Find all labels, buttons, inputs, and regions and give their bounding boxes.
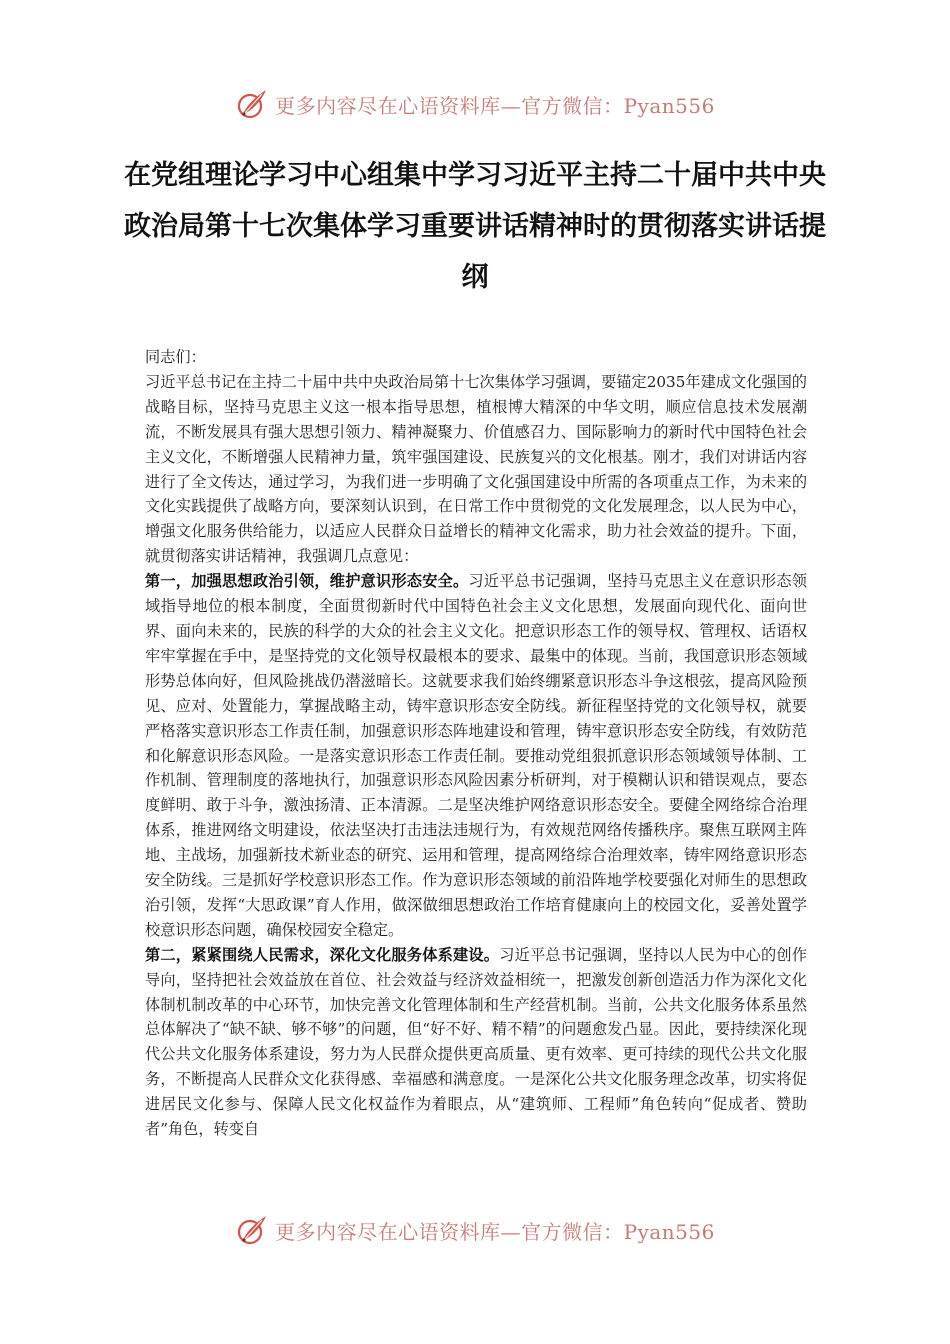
intro-paragraph: 习近平总书记在主持二十届中共中央政治局第十七次集体学习强调，要锚定2035年建成文化强国的战略目标，坚持马克思主义这一根本指导思想，植根博大精深的中华文明，顺应信息技术发展潮流，不断发展具有强大思想引领力、精神凝聚力、价值感召力、国际影响力的新时代中国特色社会主义文化，不断增强人民精神力量，筑牢强国建设、民族复兴的文化根基。刚才，我们对讲话内容进行了全文传达，通过学习，为我们进一步明确了文化强国建设中所需的各项重点工作，为未来的文化实践提供了战略方向，要深刻认识到，在日常工作中贯彻党的文化发展理念，以人民为中心，增强文化服务供给能力，以适应人民群众日益增长的精神文化需求，助力社会效益的提升。下面，就贯彻落实讲话精神，我强调几点意见：: [145, 372, 807, 566]
section-2-paragraph: [145, 943, 807, 1142]
section-2-heading: 第二，紧紧围绕人民需求，深化文化服务体系建设。: [145, 945, 500, 964]
salutation: 同志们：: [145, 348, 206, 366]
footer-banner: [0, 1210, 950, 1250]
document-title: 在党组理论学习中心组集中学习习近平主持二十届中共中央政治局第十七次集体学习重要讲话精神时的贯彻落实讲话提纲: [124, 160, 826, 293]
quill-logo-icon: [235, 87, 269, 121]
quill-logo-icon: [235, 1213, 269, 1247]
section-1-body: 习近平总书记强调，坚持马克思主义在意识形态领域指导地位的根本制度，全面贯彻新时代中国特色社会主义文化思想，发展面向现代化、面向世界、面向未来的，民族的科学的大众的社会主义文化。把意识形态工作的领导权、管理权、话语权牢牢掌握在手中，是坚持党的文化领导权最根本的要求、最集中的体现。当前，我国意识形态领域形势总体向好，但风险挑战仍潜滋暗长。这就要求我们始终绷紧意识形态斗争这根弦，提高风险预见、应对、处置能力，掌握战略主动，铸牢意识形态安全防线。新征程坚持党的文化领导权，就要严格落实意识形态工作责任制，加强意识形态阵地建设和管理，铸牢意识形态安全防线，有效防范和化解意识形态风险。一是落实意识形态工作责任制。要推动党组狠抓意识形态领域领导体制、工作机制、管理制度的落地执行，加强意识形态风险因素分析研判，对于模糊认识和错误观点，要态度鲜明、敢于斗争，激浊扬清、正本清源。二是坚决维护网络意识形态安全。要健全网络综合治理体系，推进网络文明建设，依法坚决打击违法违规行为，有效规范网络传播秩序。聚焦互联网主阵地、主战场，加强新技术新业态的研究、运用和管理，提高网络综合治理效率，铸牢网络意识形态安全防线。三是抓好学校意识形态工作。作为意识形态领域的前沿阵地学校要强化对师生的思想政治引领，发挥“大思政课”育人作用，做深做细思想政治工作培育健康向上的校园文化，妥善处置学校意识形态问题，确保校园安全稳定。: [145, 572, 808, 939]
header-banner-text: 更多内容尽在心语资料库—官方微信：Pyan556: [275, 93, 715, 118]
footer-banner-text: 更多内容尽在心语资料库—官方微信：Pyan556: [275, 1219, 715, 1244]
section-1-paragraph: [145, 569, 807, 943]
header-banner: [0, 84, 950, 124]
section-2-body: 习近平总书记强调，坚持以人民为中心的创作导向，坚持把社会效益放在首位、社会效益与经济效益相统一，把激发创新创造活力作为深化文化体制机制改革的中心环节，加快完善文化管理体制和生产经营机制。当前，公共文化服务体系虽然总体解决了“缺不缺、够不够”的问题，但“好不好、精不精”的问题愈发凸显。因此，要持续深化现代公共文化服务体系建设，努力为人民群众提供更高质量、更有效率、更可持续的现代公共文化服务，不断提高人民群众文化获得感、幸福感和满意度。一是深化公共文化服务理念改革，切实将促进居民文化参与、保障人民文化权益作为着眼点，从“建筑师、工程师”角色转向“促成者、赞助者”角色，转变自: [145, 945, 808, 1139]
document-body: [145, 345, 807, 1142]
section-1-heading: 第一，加强思想政治引领，维护意识形态安全。: [145, 572, 469, 591]
